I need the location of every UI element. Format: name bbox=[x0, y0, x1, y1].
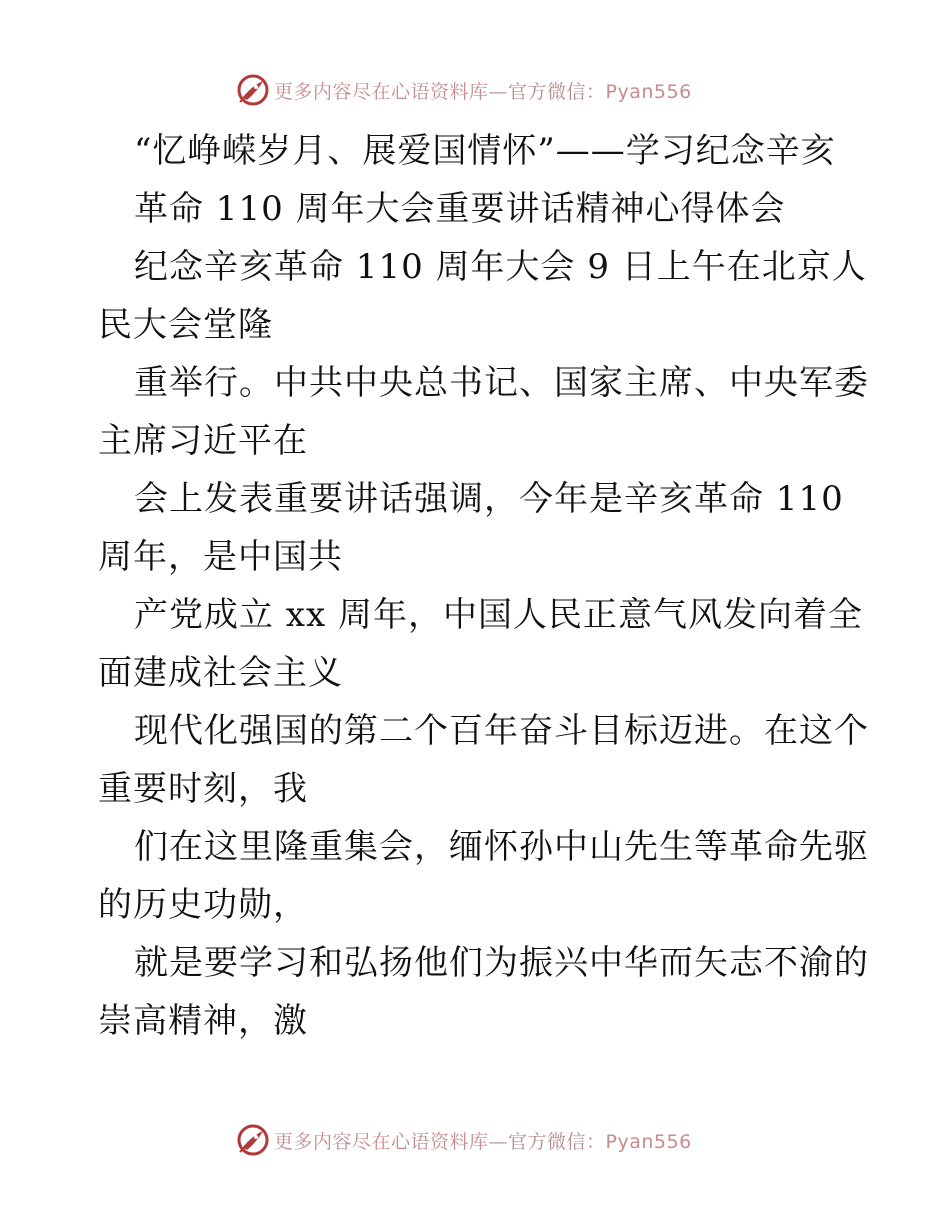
header-banner bbox=[236, 70, 716, 110]
banner-wechat-id: Pyan556 bbox=[605, 1130, 692, 1153]
paragraph-line: 的历史功勋， bbox=[98, 885, 308, 925]
paragraph-line: 产党成立 xx 周年，中国人民正意气风发向着全 bbox=[134, 595, 863, 635]
paragraph-line: 就是要学习和弘扬他们为振兴中华而矢志不渝的 bbox=[134, 943, 869, 983]
footer-banner bbox=[236, 1120, 716, 1160]
banner-site-text: 更多内容尽在心语资料库 bbox=[274, 1130, 489, 1153]
document-body bbox=[98, 122, 869, 1050]
banner-text bbox=[274, 77, 692, 104]
paragraph-line: 会上发表重要讲话强调，今年是辛亥革命 110 bbox=[134, 479, 844, 519]
paragraph-line: 崇高精神，激 bbox=[98, 1001, 308, 1041]
paragraph-line: 民大会堂隆 bbox=[98, 305, 273, 345]
paragraph-line: 面建成社会主义 bbox=[98, 653, 343, 693]
title-line-2: 革命 110 周年大会重要讲话精神心得体会 bbox=[134, 189, 786, 229]
pen-nib-circle-icon bbox=[236, 73, 270, 107]
banner-wechat-label: 官方微信： bbox=[508, 80, 606, 103]
paragraph-line: 重要时刻，我 bbox=[98, 769, 308, 809]
banner-dash: — bbox=[488, 80, 509, 103]
paragraph-line: 们在这里隆重集会，缅怀孙中山先生等革命先驱 bbox=[134, 827, 869, 867]
banner-site-text: 更多内容尽在心语资料库 bbox=[274, 80, 489, 103]
banner-text bbox=[274, 1127, 692, 1154]
paragraph-line: 重举行。中共中央总书记、国家主席、中央军委 bbox=[134, 363, 869, 403]
banner-dash: — bbox=[488, 1130, 509, 1153]
banner-wechat-id: Pyan556 bbox=[605, 80, 692, 103]
pen-nib-circle-icon bbox=[236, 1123, 270, 1157]
paragraph-line: 现代化强国的第二个百年奋斗目标迈进。在这个 bbox=[134, 711, 869, 751]
paragraph-line: 纪念辛亥革命 110 周年大会 9 日上午在北京人 bbox=[134, 247, 867, 287]
title-line-1: “忆峥嵘岁月、展爱国情怀”——学习纪念辛亥 bbox=[134, 131, 836, 171]
paragraph-line: 主席习近平在 bbox=[98, 421, 308, 461]
banner-wechat-label: 官方微信： bbox=[508, 1130, 606, 1153]
paragraph-line: 周年，是中国共 bbox=[98, 537, 343, 577]
